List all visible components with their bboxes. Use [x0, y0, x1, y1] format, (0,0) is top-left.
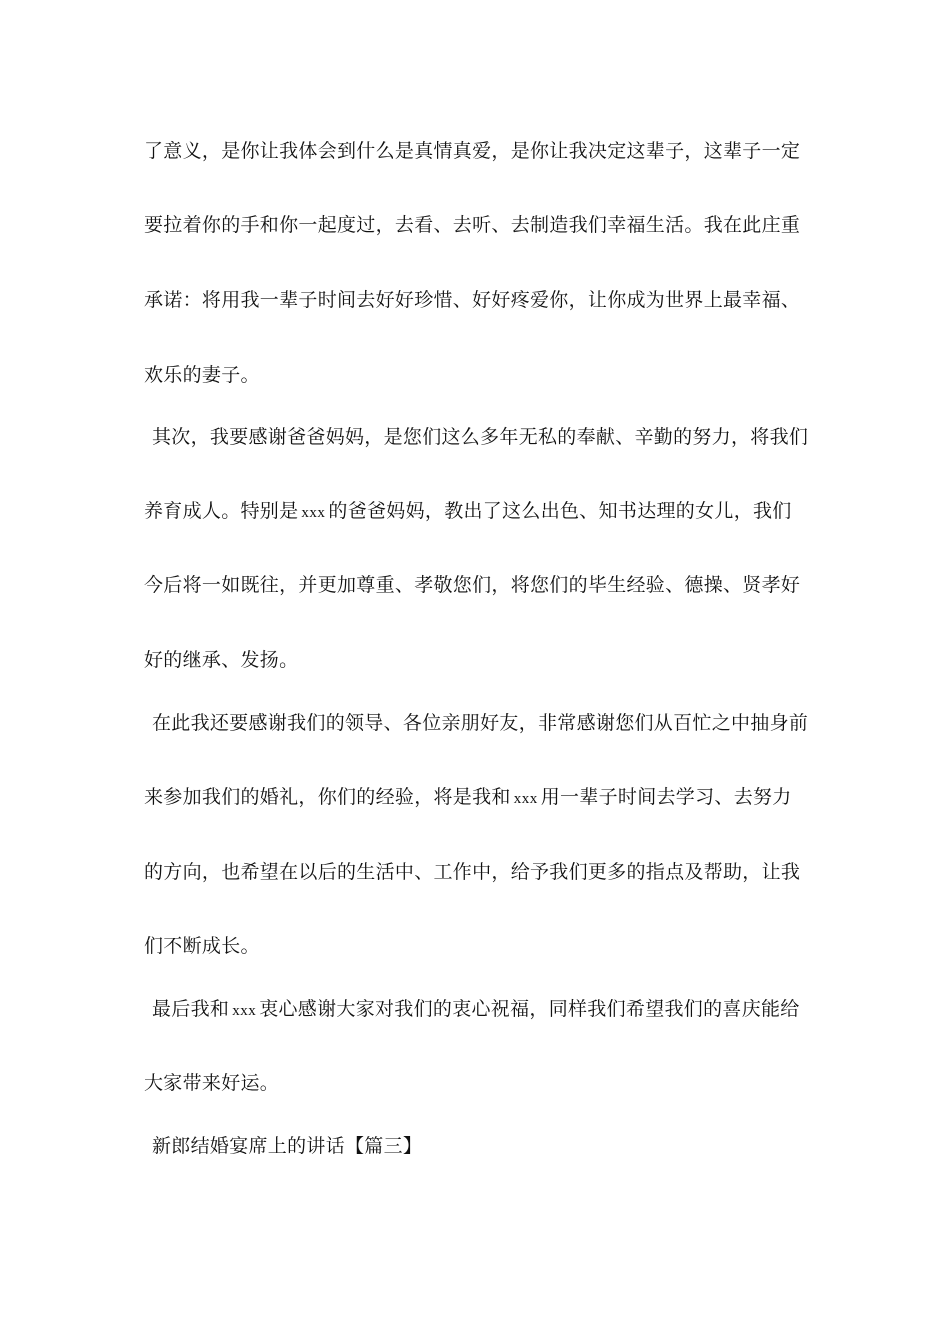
text-segment: 欢乐的妻子。: [144, 364, 260, 386]
text-segment: 在此我还要感谢我们的领导、各位亲朋好友，非常感谢您们从百忙之中抽身前: [152, 712, 809, 734]
section-heading: [152, 1131, 832, 1161]
text-segment: 了意义，是你让我体会到什么是真情真爱，是你让我决定这辈子，这辈子一定: [144, 140, 801, 162]
text-line-7: [144, 570, 824, 600]
text-segment: 的爸爸妈妈，教出了这么出色、知书达理的女儿，我们: [328, 500, 792, 522]
text-segment: 要拉着你的手和你一起度过，去看、去听、去制造我们幸福生活。我在此庄重: [144, 214, 801, 236]
text-segment: 养育成人。特别是: [144, 500, 299, 522]
text-segment: 最后我和: [152, 998, 230, 1020]
name-placeholder: xxx: [301, 505, 326, 521]
text-line-12: [144, 931, 824, 961]
text-line-13: [152, 994, 832, 1026]
text-line-6: [144, 496, 824, 528]
text-segment: 衷心感谢大家对我们的衷心祝福，同样我们希望我们的喜庆能给: [259, 998, 800, 1020]
name-placeholder: xxx: [232, 1003, 257, 1019]
text-line-4: [144, 360, 824, 390]
text-segment: 们不断成长。: [144, 935, 260, 957]
text-line-2: [144, 210, 824, 240]
text-segment: 好的继承、发扬。: [144, 649, 299, 671]
heading-text: 新郎结婚宴席上的讲话【篇三】: [152, 1135, 423, 1157]
text-line-14: [144, 1068, 824, 1098]
text-segment: 承诺：将用我一辈子时间去好好珍惜、好好疼爱你，让你成为世界上最幸福、: [144, 289, 801, 311]
text-segment: 大家带来好运。: [144, 1072, 280, 1094]
text-line-11: [144, 857, 824, 887]
name-placeholder: xxx: [513, 791, 538, 807]
text-line-5: [152, 422, 832, 452]
text-line-3: [144, 285, 824, 315]
text-segment: 的方向，也希望在以后的生活中、工作中，给予我们更多的指点及帮助，让我: [144, 861, 801, 883]
text-segment: 今后将一如既往，并更加尊重、孝敬您们，将您们的毕生经验、德操、贤孝好: [144, 574, 801, 596]
text-segment: 用一辈子时间去学习、去努力: [540, 786, 792, 808]
text-line-10: [144, 782, 824, 814]
text-segment: 来参加我们的婚礼，你们的经验，将是我和: [144, 786, 511, 808]
text-line-9: [152, 708, 832, 738]
text-line-8: [144, 645, 824, 675]
text-segment: 其次，我要感谢爸爸妈妈，是您们这么多年无私的奉献、辛勤的努力，将我们: [152, 426, 809, 448]
text-line-1: [144, 136, 824, 166]
